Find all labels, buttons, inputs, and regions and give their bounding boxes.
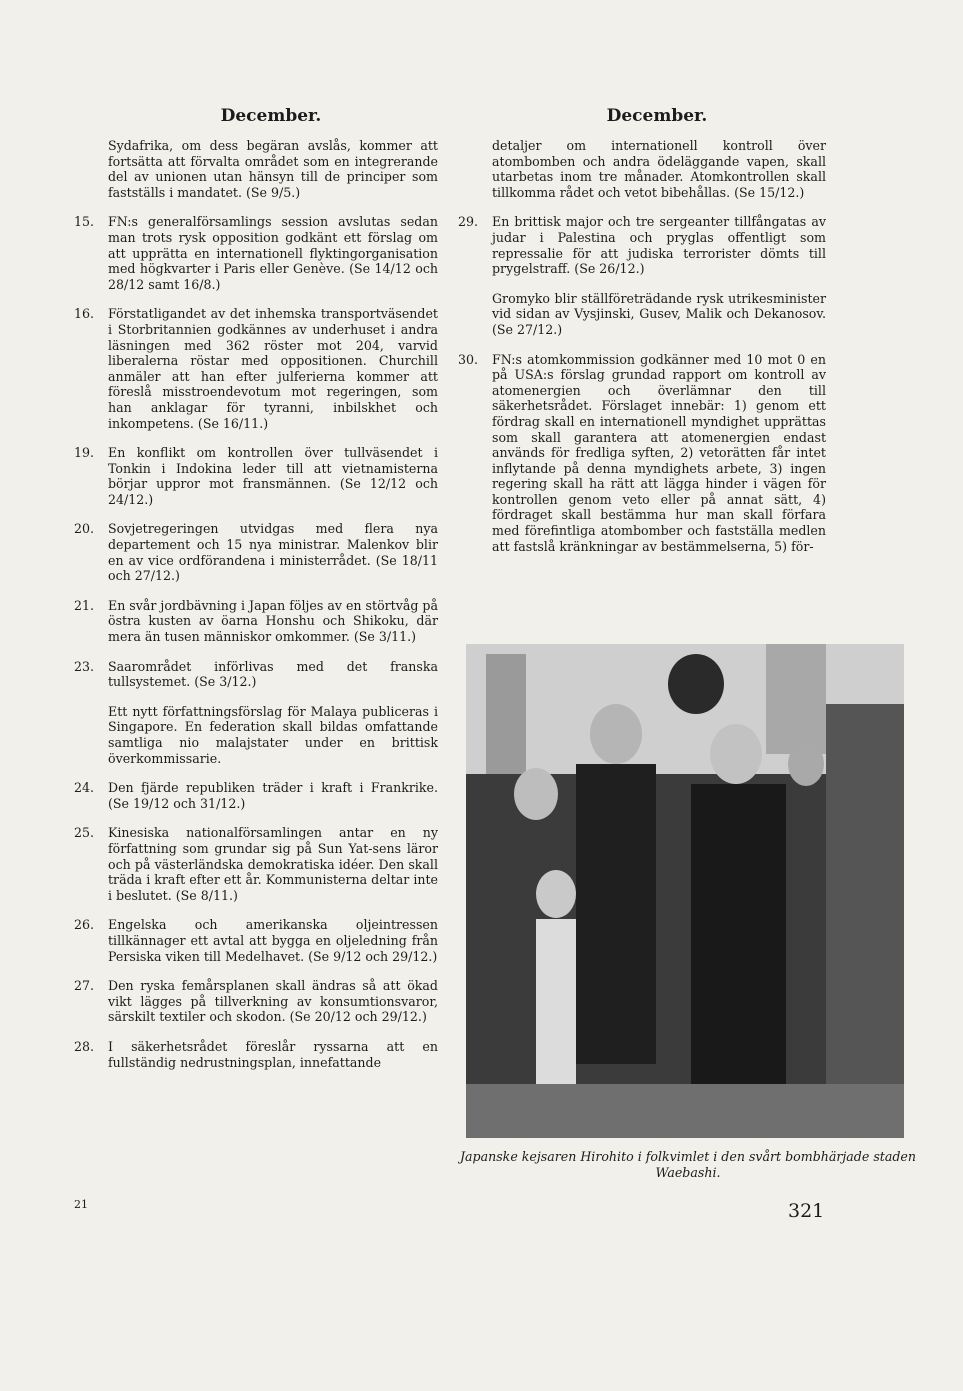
entry-text: Gromyko blir ställföreträdande rysk utrikesminister vid sidan av Vysjinski, Gusev, Malik och Dekanosov. (Se 27/12.) (492, 290, 826, 337)
chronicle-entry (74, 659, 438, 690)
chronicle-entry (74, 704, 438, 766)
chronicle-entry (74, 1039, 438, 1070)
entry-day (74, 138, 108, 200)
chronicle-entry (74, 521, 438, 583)
entry-text: Den ryska femårsplanen skall ändras så att ökad vikt lägges på tillverkning av konsumtionsvaror, särskilt textiler och skodon. (Se 20/12 och 29/12.) (108, 978, 438, 1025)
chronicle-entry (74, 306, 438, 431)
chronicle-entry (74, 598, 438, 645)
right-column-heading: December. (606, 106, 708, 126)
entry-text: En konflikt om kontrollen över tullväsendet i Tonkin i Indokina leder till att vietnamisterna börjar uppror mot fransmännen. (Se 12/12 och 24/12.) (108, 445, 438, 507)
entry-text: Engelska och amerikanska oljeintressen tillkännager ett avtal att bygga en oljeledning från Persiska viken till Medelhavet. (Se 9/12 och 29/12.) (108, 917, 438, 964)
photo-caption: Japanske kejsaren Hirohito i folkvimlet i den svårt bombhärjade staden Waebashi. (459, 1149, 916, 1180)
entry-text: Ett nytt författningsförslag för Malaya publiceras i Singapore. En federation skall bildas omfattande samtliga nio malajstater under en brittisk överkommissarie. (108, 703, 438, 766)
entry-text: detaljer om internationell kontroll över atombomben och andra ödeläggande vapen, skall utarbetas inom tre månader. Atomkontrollen skall tillkomma rådet och vetot bibehållas. (Se 15/12.) (492, 138, 826, 200)
entry-text: Förstatligandet av det inhemska transportväsendet i Storbritannien godkännes av underhuset i andra läsningen med 362 röster mot 204, varvid liberalerna röstar med oppositionen. Churchill anmäler att han efter julferierna kommer att föreslå misstroendevotum mot regeringen, som han anklagar för tyranni, inbilskhet och inkompetens. (Se 16/11.) (108, 306, 438, 431)
entry-day: 16. (74, 306, 95, 322)
photo-illustration (466, 644, 904, 1138)
left-column (74, 106, 438, 1084)
left-entries (74, 138, 438, 1070)
photo-hirohito-crowd (466, 644, 904, 1138)
page-number: 321 (788, 1200, 825, 1222)
entry-day: 29. (458, 214, 479, 230)
entry-day: 21. (74, 597, 95, 613)
entry-day: 26. (74, 917, 95, 933)
entry-day: 25. (74, 825, 95, 841)
chronicle-entry (74, 978, 438, 1025)
entry-day: 15. (74, 214, 95, 230)
entry-text: I säkerhetsrådet föreslår ryssarna att en fullständig nedrustningsplan, innefattande (108, 1038, 438, 1070)
entry-day: 28. (74, 1038, 95, 1054)
entry-day: 19. (74, 445, 95, 461)
entry-day: 20. (74, 521, 95, 537)
chronicle-entry (458, 214, 826, 276)
right-column (458, 106, 826, 568)
entry-text: Sovjetregeringen utvidgas med flera nya departement och 15 nya ministrar. Malenkov blir en av vice ordförandena i ministerrådet. (Se 18/11 och 27/12.) (108, 521, 438, 584)
entry-text: FN:s atomkommission godkänner med 10 mot 0 en på USA:s förslag grundad rapport om kontroll av atomenergien och överlämnar den till säkerhetsrådet. Förslaget innebär: 1) genom ett fördrag skall en internationell myndighet upprättas som skall garantera att atomenergien endast används för fredliga syften, 2) vetorätten får intet inflytande på denna myndighets arbete, 3) ingen regering skall ha rätt att lägga hinder i vägen för kontrollen genom veto eller på annat sätt, 4) fördraget skall bestämma hur man skall förfara med förefintliga atombomber och fastställa medlen att fastslå kränkningar av bestämmelserna, 5) för- (492, 351, 826, 554)
chronicle-entry (458, 352, 826, 555)
entry-day (458, 138, 492, 200)
entry-text: Kinesiska nationalförsamlingen antar en ny författning som grundar sig på Sun Yat-sens läror och på västerländska demokratiska idéer. Den skall träda i kraft efter ett år. Kommunisterna deltar inte i beslutet. (Se 8/11.) (108, 825, 438, 903)
entry-day: 24. (74, 780, 95, 796)
chronicle-entry (74, 445, 438, 507)
entry-text: FN:s generalförsamlings session avslutas sedan man trots rysk opposition godkänt ett förslag om att upprätta en internationell flyktingorganisation med högkvarter i Paris eller Genève. (Se 14/12 och 28/12 samt 16/8.) (108, 214, 438, 292)
chronicle-entry (458, 291, 826, 338)
folio-left: 21 (74, 1198, 88, 1211)
entry-text: Den fjärde republiken träder i kraft i Frankrike. (Se 19/12 och 31/12.) (108, 780, 438, 811)
chronicle-entry (74, 214, 438, 292)
chronicle-entry (74, 138, 438, 200)
right-entries (458, 138, 826, 554)
entry-day (74, 704, 108, 766)
entry-day: 30. (458, 351, 479, 367)
entry-text: En brittisk major och tre sergeanter tillfångatas av judar i Palestina och pryglas offentligt som repressalie för att judiska terrorister dömts till prygelstraff. (Se 26/12.) (492, 214, 826, 277)
entry-day: 23. (74, 658, 95, 674)
entry-text: Saarområdet införlivas med det franska tullsystemet. (Se 3/12.) (108, 658, 438, 690)
entry-day: 27. (74, 978, 95, 994)
chronicle-entry (458, 138, 826, 200)
chronicle-entry (74, 917, 438, 964)
chronicle-entry (74, 780, 438, 811)
entry-text: Sydafrika, om dess begäran avslås, kommer att fortsätta att förvalta området som en integrerande del av unionen utan hänsyn till de principer som fastställs i mandatet. (Se 9/5.) (108, 138, 438, 200)
left-column-heading: December. (220, 106, 322, 126)
chronicle-entry (74, 825, 438, 903)
entry-day (458, 291, 492, 338)
entry-text: En svår jordbävning i Japan följes av en störtvåg på östra kusten av öarna Honshu och Shikoku, där mera än tusen människor omkommer. (Se 3/11.) (108, 597, 438, 645)
